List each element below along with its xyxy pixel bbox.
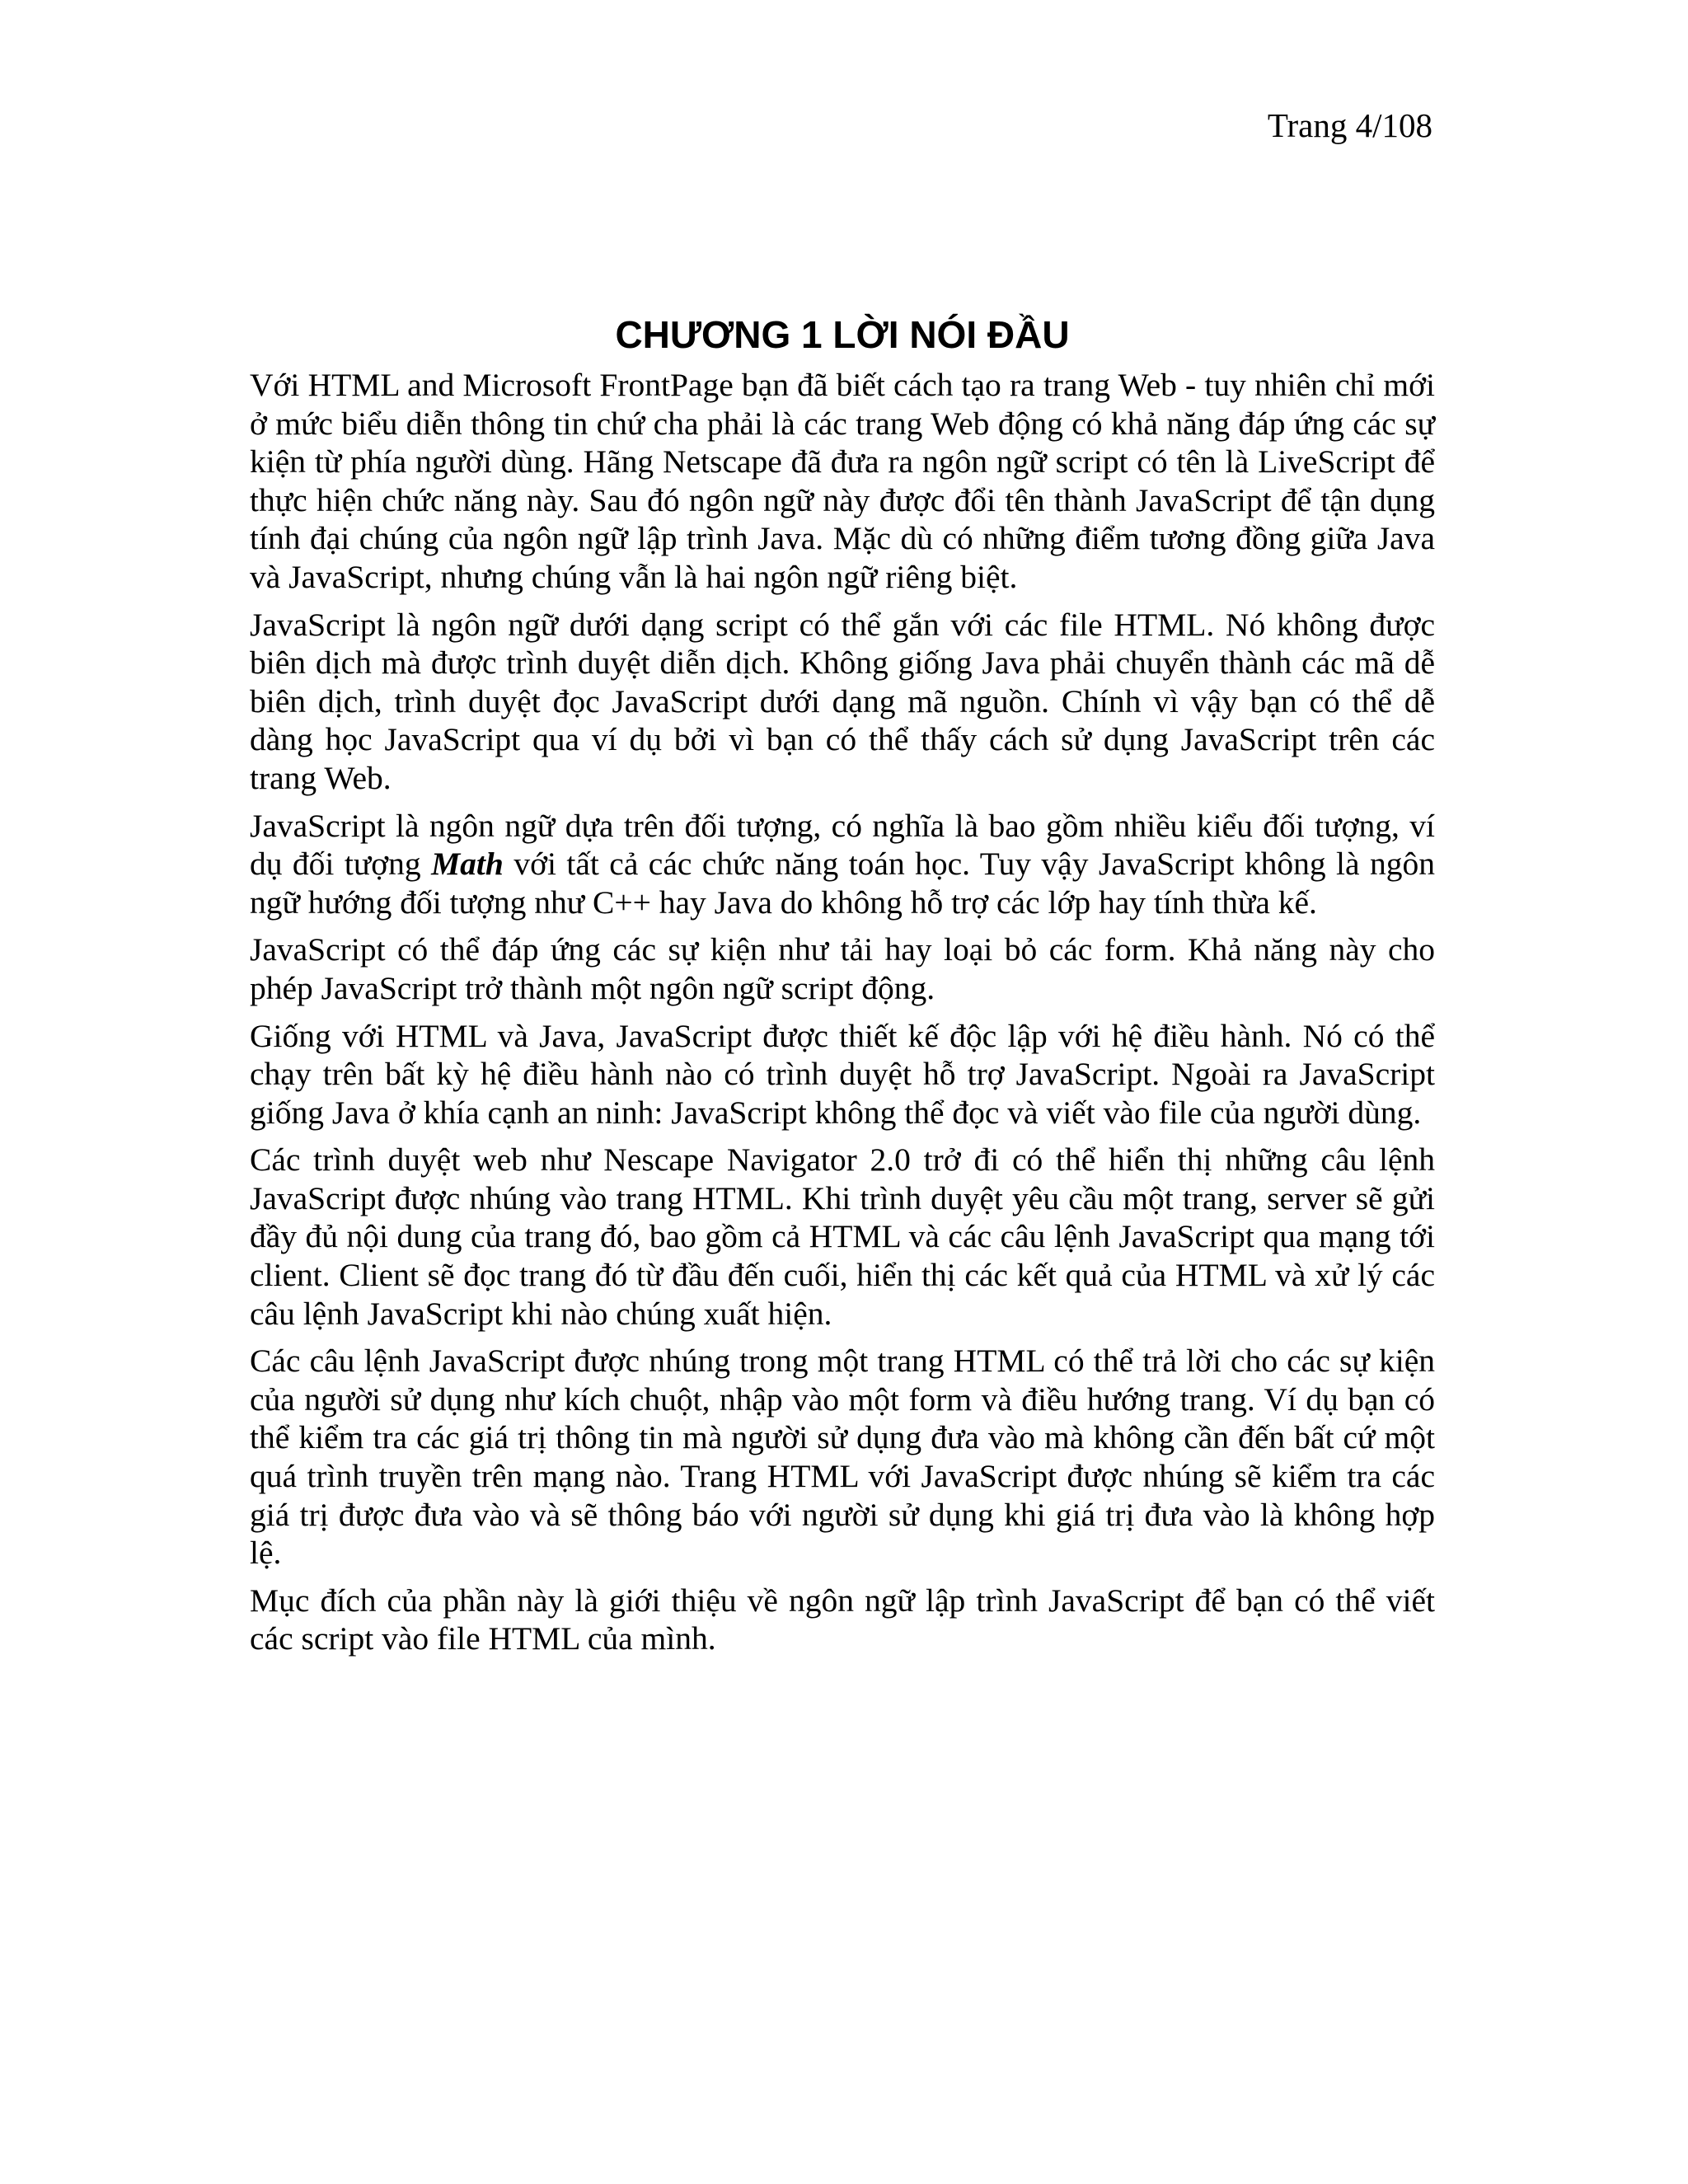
paragraph-1: Với HTML and Microsoft FrontPage bạn đã biết cách tạo ra trang Web - tuy nhiên chỉ mới ở mức biểu diễn thông tin chứ cha phải là các trang Web động có khả năng đáp ứng các sự kiện từ phía người dùng. Hãng Netscape đã đưa ra ngôn ngữ script có tên là LiveScript để thực hiện chức năng này. Sau đó ngôn ngữ này được đổi tên thành JavaScript để tận dụng tính đại chúng của ngôn ngữ lập trình Java. Mặc dù có những điểm tương đồng giữa Java và JavaScript, nhưng chúng vẫn là hai ngôn ngữ riêng biệt. [250,367,1435,595]
paragraph-3-text-start: JavaScript là ngôn ngữ dựa trên đối tượng, có nghĩa là bao gồm nhiều kiểu đối tượng, ví dụ đối tượng [250,807,1435,883]
paragraph-4: JavaScript có thể đáp ứng các sự kiện như tải hay loại bỏ các form. Khả năng này cho phép JavaScript trở thành một ngôn ngữ script động. [250,931,1435,1006]
paragraph-2: JavaScript là ngôn ngữ dưới dạng script có thể gắn với các file HTML. Nó không được biên dịch mà được trình duyệt diễn dịch. Không giống Java phải chuyển thành các mã dễ biên dịch, trình duyệt đọc JavaScript dưới dạng mã nguồn. Chính vì vậy bạn có thể dễ dàng học JavaScript qua ví dụ bởi vì bạn có thể thấy cách sử dụng JavaScript trên các trang Web. [250,606,1435,796]
page-number: Trang 4/108 [1267,106,1432,144]
paragraph-6: Các trình duyệt web như Nescape Navigator 2.0 trở đi có thể hiển thị những câu lệnh JavaScript được nhúng vào trang HTML. Khi trình duyệt yêu cầu một trang, server sẽ gửi đầy đủ nội dung của trang đó, bao gồm cả HTML và các câu lệnh JavaScript qua mạng tới client. Client sẽ đọc trang đó từ đầu đến cuối, hiển thị các kết quả của HTML và xử lý các câu lệnh JavaScript khi nào chúng xuất hiện. [250,1141,1435,1332]
chapter-title: CHƯƠNG 1 LỜI NÓI ĐẦU [615,313,1070,356]
page-content [250,308,1435,1667]
paragraph-5: Giống với HTML và Java, JavaScript được thiết kế độc lập với hệ điều hành. Nó có thể chạy trên bất kỳ hệ điều hành nào có trình duyệt hỗ trợ JavaScript. Ngoài ra JavaScript giống Java ở khía cạnh an ninh: JavaScript không thể đọc và viết vào file của người dùng. [250,1017,1435,1131]
paragraph-3-text-end: với tất cả các chức năng toán học. Tuy vậy JavaScript không là ngôn ngữ hướng đối tượng như C++ hay Java do không hỗ trợ các lớp hay tính thừa kế. [250,846,1436,921]
math-object-emphasis: Math [431,846,504,883]
paragraph-7: Các câu lệnh JavaScript được nhúng trong một trang HTML có thể trả lời cho các sự kiện của người sử dụng như kích chuột, nhập vào một form và điều hướng trang. Ví dụ bạn có thể kiểm tra các giá trị thông tin mà người sử dụng đưa vào mà không cần đến bất cứ một quá trình truyền trên mạng nào. Trang HTML với JavaScript được nhúng sẽ kiểm tra các giá trị được đưa vào và sẽ thông báo với người sử dụng khi giá trị đưa vào là không hợp lệ. [250,1343,1435,1572]
paragraph-3 [250,807,1435,922]
paragraph-8: Mục đích của phần này là giới thiệu về ngôn ngữ lập trình JavaScript để bạn có thể viết các script vào file HTML của mình. [250,1582,1435,1657]
